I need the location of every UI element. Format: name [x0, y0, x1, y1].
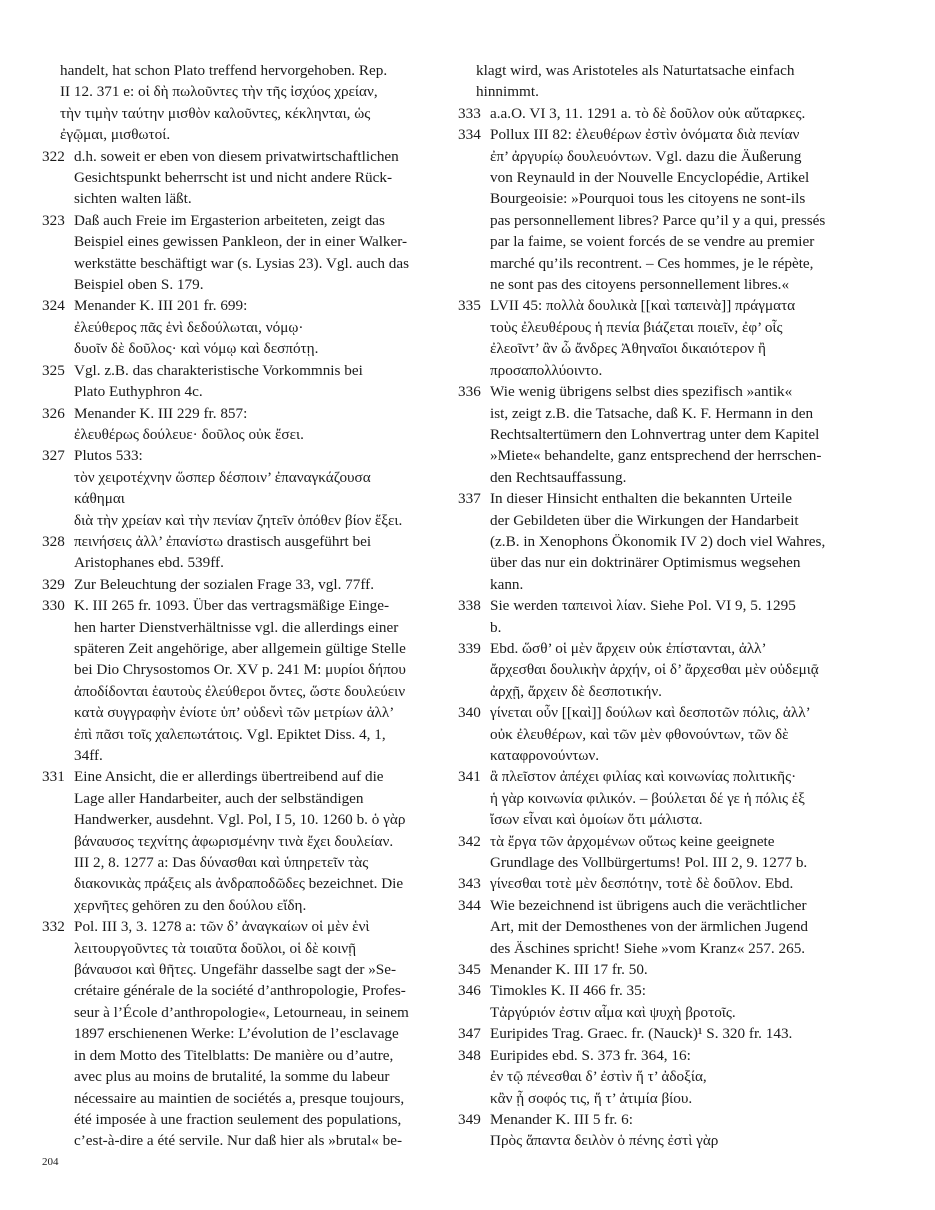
footnote-line: marché qu’ils recontrent. – Ces hommes, je le répète, — [490, 254, 814, 272]
footnote-number: 349 — [458, 1110, 481, 1128]
footnote-line: Gesichtspunkt beherrscht ist und nicht andere Rück- — [74, 169, 393, 187]
footnote-line: über das nur ein doktrinärer Optimismus wegsehen — [490, 554, 801, 572]
footnote — [458, 702, 840, 766]
footnote — [42, 574, 424, 595]
footnote-number: 333 — [458, 104, 481, 122]
footnote-line: τὸν χειροτέχνην ὥσπερ δέσποιν’ ἐπαναγκάζουσα — [74, 468, 371, 486]
right-column — [458, 60, 840, 1152]
footnote-line: kann. — [490, 575, 524, 593]
footnote-line: ἡ γὰρ κοινωνία φιλικόν. – βούλεται δέ γε ἡ πόλις ἐξ — [490, 789, 805, 807]
footnote-line: ἀποδίδονται ἑαυτοὺς ἐλεύθεροι ὄντες, ὥστε δουλεύειν — [74, 682, 406, 700]
footnote-number: 338 — [458, 597, 481, 615]
footnote-line: II 12. 371 e: οἱ δὴ πωλοῦντες τὴν τῆς ἰσχύος χρείαν, — [60, 83, 378, 101]
footnote-line: βάναυσοι καὶ θῆτες. Ungefähr dasselbe sagt der »Se- — [74, 961, 397, 979]
footnote-line: Euripides ebd. S. 373 fr. 364, 16: — [490, 1046, 691, 1064]
footnote-line: διὰ τὴν χρείαν καὶ τὴν πενίαν ζητεῖν ὁπόθεν βίον ἕξει. — [74, 511, 403, 529]
footnote — [42, 595, 424, 766]
footnote-line: In dieser Hinsicht enthalten die bekannten Urteile — [490, 490, 792, 508]
footnote-line: καταφρονούντων. — [490, 747, 600, 764]
footnote-line: Wie bezeichnend ist übrigens auch die verächtlicher — [490, 896, 807, 914]
footnote-line: ἐν τῷ πένεσθαι δ’ ἐστὶν ἥ τ’ ἀδοξία, — [490, 1068, 707, 1086]
footnote-line: 1897 erschienenen Werke: L’évolution de l’esclavage — [74, 1025, 399, 1043]
footnote-line: III 2, 8. 1277 a: Das δύνασθαι καὶ ὑπηρετεῖν τὰς — [74, 854, 369, 872]
footnote-number: 334 — [458, 126, 481, 144]
footnote-number: 331 — [42, 768, 65, 786]
left-column — [42, 60, 424, 1152]
footnote-line: späteren Zeit angehörige, aber allgemein gültige Stelle — [74, 639, 406, 657]
footnote-number: 322 — [42, 147, 65, 165]
footnote-line: ἐπ’ ἀργυρίῳ δουλευόντων. Vgl. dazu die Äußerung — [490, 147, 802, 165]
footnote-line: »Miete« behandelte, ganz entsprechend der herrschen- — [490, 447, 822, 465]
footnote-line: οὐκ ἐλευθέρων, καὶ τῶν μὲν φθονούντων, τῶν δὲ — [490, 725, 789, 743]
footnote-number: 339 — [458, 639, 481, 657]
footnote — [42, 916, 424, 1151]
footnote-line: bei Dio Chrysostomos Or. XV p. 241 M: μυρίοι δήπου — [74, 661, 406, 679]
footnote-line: ἐλεύθερος πᾶς ἑνὶ δεδούλωται, νόμῳ· — [74, 318, 304, 336]
footnote-line: K. III 265 fr. 1093. Über das vertragsmäßige Einge- — [74, 597, 390, 615]
footnote-line: διακονικὰς πράξεις als ἀνδραποδῶδες bezeichnet. Die — [74, 875, 404, 893]
footnote-number: 324 — [42, 297, 65, 315]
footnote-number: 329 — [42, 575, 65, 593]
footnote-line: Aristophanes ebd. 539ff. — [74, 554, 224, 572]
footnote-line: ἐλεοῖντ’ ἂν ὦ ἄνδρες Ἀθηναῖοι δικαιότερον ἢ — [490, 340, 766, 358]
footnote-line: Rechtsaltertümern den Lohnvertrag unter dem Kapitel — [490, 425, 820, 443]
footnote-line: Pollux III 82: ἐλευθέρων ἐστὶν ὀνόματα διὰ πενίαν — [490, 126, 800, 144]
footnote — [42, 360, 424, 403]
footnote-line: pas personnellement libres? Parce qu’il y a qui, pressés — [490, 211, 826, 229]
footnote-line: ἄρχεσθαι δουλικὴν ἀρχήν, οἱ δ’ ἄρχεσθαι μὲν οὐδεμιᾷ — [490, 661, 819, 679]
footnote-line: γίνεσθαι τοτὲ μὲν δεσπότην, τοτὲ δὲ δοῦλον. Ebd. — [490, 875, 794, 893]
footnote-line: πεινήσεις ἀλλ’ ἐπανίστω drastisch ausgeführt bei — [74, 532, 372, 550]
footnote-number: 345 — [458, 961, 481, 979]
footnote — [458, 1109, 840, 1152]
footnote-line: a.a.O. VI 3, 11. 1291 a. τὸ δὲ δοῦλον οὐκ αὔταρκες. — [490, 104, 806, 122]
footnote — [458, 1045, 840, 1109]
footnote — [42, 766, 424, 916]
footnote-line: hen harter Dienstverhältnisse vgl. die allerdings einer — [74, 618, 399, 636]
footnote — [42, 531, 424, 574]
footnote-line: χερνῆτες gehören zu den δούλου εἴδη. — [74, 896, 307, 914]
footnote-line: ἀρχῇ, ἄρχειν δὲ δεσποτικήν. — [490, 682, 662, 700]
footnote — [458, 873, 840, 894]
footnote-number: 346 — [458, 982, 481, 1000]
footnote-line: προσαπολλύοιντο. — [490, 361, 603, 379]
footnote-line: Plutos 533: — [74, 447, 143, 465]
footnote-line: ne sont pas des citoyens personnellement libres.« — [490, 276, 790, 294]
footnote-number: 348 — [458, 1046, 481, 1064]
footnote-line: ἐπὶ πᾶσι τοῖς χαλεπωτάτοις. Vgl. Epiktet Diss. 4, 1, — [74, 725, 386, 743]
footnote-line: Sie werden ταπεινοὶ λίαν. Siehe Pol. VI 9, 5. 1295 — [490, 597, 796, 615]
footnote-line: γίνεται οὖν [[καὶ]] δούλων καὶ δεσποτῶν πόλις, ἀλλ’ — [490, 704, 811, 722]
footnote-line: ist, zeigt z.B. die Tatsache, daß K. F. Hermann in den — [490, 404, 814, 422]
footnote-line: Eine Ansicht, die er allerdings übertreibend auf die — [74, 768, 384, 786]
footnote-line: τοὺς ἐλευθέρους ἡ πενία βιάζεται ποιεῖν, ἐφ’ οἷς — [490, 318, 783, 336]
footnote-line: Euripides Trag. Graec. fr. (Nauck)¹ S. 320 fr. 143. — [490, 1025, 793, 1043]
footnote-line: crétaire générale de la société d’anthropologie, Profes- — [74, 982, 406, 1000]
footnote — [458, 488, 840, 595]
footnote-line: λειτουργοῦντες τὰ τοιαῦτα δοῦλοι, οἱ δὲ κοινῇ — [74, 939, 357, 957]
footnote-line: par la faime, se voient forcés de se vendre au premier — [490, 233, 815, 251]
footnote-number: 332 — [42, 918, 65, 936]
footnote-line: seur à l’École d’anthropologie«, Letourneau, in seinem — [74, 1003, 409, 1021]
footnote-number: 323 — [42, 211, 65, 229]
footnote-line: βάναυσος τεχνίτης ἀφωρισμένην τινὰ ἔχει δουλείαν. — [74, 832, 394, 850]
footnote-line: Timokles K. II 466 fr. 35: — [490, 982, 646, 1000]
footnote-line: Grundlage des Vollbürgertums! Pol. III 2, 9. 1277 b. — [490, 854, 808, 872]
footnote-line: sichten walten läßt. — [74, 190, 192, 208]
footnote-number: 327 — [42, 447, 65, 465]
footnote-line: LVII 45: πολλὰ δουλικὰ [[καὶ ταπεινὰ]] πράγματα — [490, 297, 796, 315]
footnote-line: ἐγῷμαι, μισθωτοί. — [60, 126, 171, 144]
footnote-line: Lage aller Handarbeiter, auch der selbständigen — [74, 789, 364, 807]
footnote-line: werkstätte beschäftigt war (s. Lysias 23). Vgl. auch das — [74, 254, 410, 272]
footnote-line: 34ff. — [74, 747, 103, 764]
footnote — [458, 959, 840, 980]
footnote-number: 341 — [458, 768, 481, 786]
footnote-line: von Reynauld in der Nouvelle Encyclopédie, Artikel — [490, 169, 810, 187]
footnote-line: δυοῖν δὲ δοῦλος· καὶ νόμῳ καὶ δεσπότῃ. — [74, 340, 319, 358]
footnote-line: avec plus au moins de brutalité, la somme du labeur — [74, 1068, 390, 1086]
footnote-line: Vgl. z.B. das charakteristische Vorkommnis bei — [74, 361, 363, 379]
footnote-line: handelt, hat schon Plato treffend hervorgehoben. Rep. — [60, 62, 388, 79]
footnote-line: Bourgeoisie: »Pourquoi tous les citoyens ne sont-ils — [490, 190, 806, 208]
footnote-number: 328 — [42, 532, 65, 550]
footnote-line: Pol. III 3, 3. 1278 a: τῶν δ’ ἀναγκαίων οἱ μὲν ἑνὶ — [74, 918, 370, 936]
footnote-line: hinnimmt. — [476, 83, 539, 101]
footnote-number: 337 — [458, 490, 481, 508]
footnote-line: κάθημαι — [74, 490, 125, 508]
footnote-number: 326 — [42, 404, 65, 422]
footnote-line: ἐλευθέρως δούλευε· δοῦλος οὐκ ἔσει. — [74, 425, 304, 443]
footnote-line: Plato Euthyphron 4c. — [74, 383, 203, 401]
footnote-line: Τἀργύριόν ἐστιν αἷμα καὶ ψυχὴ βροτοῖς. — [490, 1003, 736, 1021]
footnote — [42, 146, 424, 210]
footnote-number: 343 — [458, 875, 481, 893]
page-number: 204 — [42, 1156, 59, 1168]
footnote-number: 344 — [458, 896, 481, 914]
footnote-line: Menander K. III 201 fr. 699: — [74, 297, 248, 315]
footnote — [458, 381, 840, 488]
footnote-line: Menander K. III 17 fr. 50. — [490, 961, 648, 979]
footnote — [458, 766, 840, 830]
footnote-line: klagt wird, was Aristoteles als Naturtatsache einfach — [476, 62, 795, 79]
footnote-line: der Gebildeten über die Wirkungen der Handarbeit — [490, 511, 799, 529]
footnote-line: Menander K. III 229 fr. 857: — [74, 404, 248, 422]
footnote — [458, 1023, 840, 1044]
footnote-line: κἂν ᾖ σοφός τις, ἥ τ’ ἀτιμία βίου. — [490, 1089, 693, 1107]
footnote-number: 342 — [458, 832, 481, 850]
footnote-line: Beispiel eines gewissen Pankleon, der in einer Walker- — [74, 233, 408, 251]
footnote — [458, 595, 840, 638]
footnote — [42, 295, 424, 359]
footnote-line: c’est-à-dire a été servile. Nur daß hier als »brutal« be- — [74, 1132, 403, 1150]
footnote-line: (z.B. in Xenophons Ökonomik IV 2) doch viel Wahres, — [490, 532, 826, 550]
footnote-line: nécessaire au maintien de sociétés a, presque toujours, — [74, 1089, 405, 1107]
footnote-line: d.h. soweit er eben von diesem privatwirtschaftlichen — [74, 147, 399, 165]
footnote-line: Daß auch Freie im Ergasterion arbeiteten, zeigt das — [74, 211, 385, 229]
footnote — [458, 895, 840, 959]
footnote-number: 347 — [458, 1025, 481, 1043]
footnote-line: τὰ ἔργα τῶν ἀρχομένων οὕτως keine geeignete — [490, 832, 775, 850]
footnote-number: 330 — [42, 597, 65, 615]
footnote-line: den Rechtsauffassung. — [490, 468, 627, 486]
footnote — [458, 124, 840, 295]
footnote — [458, 831, 840, 874]
footnote-line: Handwerker, ausdehnt. Vgl. Pol, I 5, 10. 1260 b. ὁ γὰρ — [74, 811, 406, 829]
footnote-line: Beispiel oben S. 179. — [74, 276, 204, 294]
footnote — [458, 638, 840, 702]
footnote-line: in dem Motto des Titelblatts: De manière ou d’autre, — [74, 1046, 394, 1064]
footnote — [458, 980, 840, 1023]
footnote-line: été imposée à une fraction seulement des populations, — [74, 1110, 402, 1128]
footnote — [42, 445, 424, 531]
footnote-line: ἴσων εἶναι καὶ ὁμοίων ὅτι μάλιστα. — [490, 811, 703, 829]
footnote — [42, 403, 424, 446]
footnote-line: κατὰ συγγραφὴν ἐνίοτε ὑπ’ οὐδενὶ τῶν μετρίων ἀλλ’ — [74, 704, 395, 722]
footnote — [458, 295, 840, 381]
footnote-line: ἃ πλεῖστον ἀπέχει φιλίας καὶ κοινωνίας πολιτικῆς· — [490, 768, 797, 786]
footnote-continuation — [42, 60, 424, 146]
footnote — [42, 210, 424, 296]
footnote-number: 340 — [458, 704, 481, 722]
footnote-line: Menander K. III 5 fr. 6: — [490, 1110, 633, 1128]
footnote-line: Zur Beleuchtung der sozialen Frage 33, vgl. 77ff. — [74, 575, 375, 593]
footnote-line: Art, mit der Demosthenes von der ärmlichen Jugend — [490, 918, 809, 936]
footnote-continuation — [458, 60, 840, 103]
footnote-number: 325 — [42, 361, 65, 379]
footnote — [458, 103, 840, 124]
footnote-line: des Äschines spricht! Siehe »vom Kranz« 257. 265. — [490, 939, 806, 957]
footnote-line: τὴν τιμὴν ταύτην μισθὸν καλοῦντες, κέκληνται, ὡς — [60, 104, 371, 122]
footnote-number: 335 — [458, 297, 481, 315]
footnote-line: b. — [490, 618, 502, 636]
footnote-line: Ebd. ὥσθ’ οἱ μὲν ἄρχειν οὐκ ἐπίστανται, ἀλλ’ — [490, 639, 767, 657]
footnote-number: 336 — [458, 383, 481, 401]
footnote-line: Πρὸς ἅπαντα δειλὸν ὁ πένης ἐστὶ γὰρ — [490, 1132, 719, 1150]
footnote-line: Wie wenig übrigens selbst dies spezifisch »antik« — [490, 383, 793, 401]
